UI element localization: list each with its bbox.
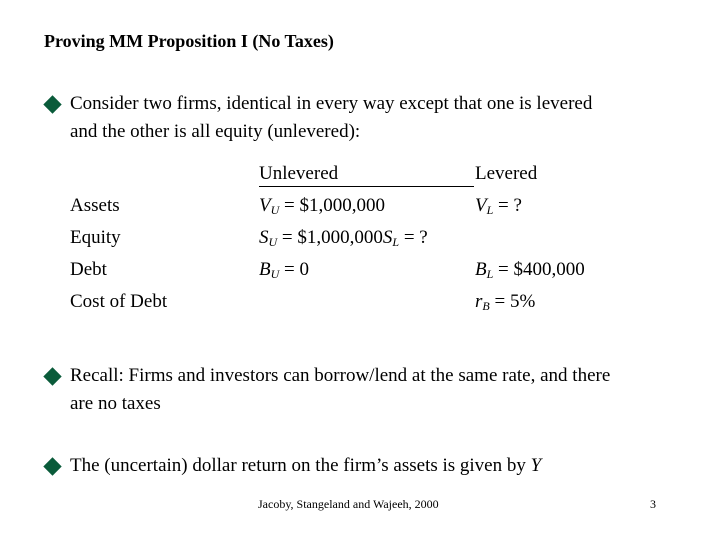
unlevered-debt: $B_U = 0$ [259,259,309,281]
levered-debt: $B_L$ = $400,000 [475,259,585,281]
row-label-equity: Equity [70,227,121,248]
bullet-3-text: The (uncertain) dollar return on the firm’s assets is given by [70,455,531,476]
bullet-text-3 [70,452,541,480]
page-number: 3 [650,497,656,511]
footer-credit: Jacoby, Stangeland and Wajeeh, 2000 [258,497,439,511]
diamond-bullet-icon [43,95,61,113]
levered-assets: $V_L$ = ? [475,195,522,217]
row-label-assets: Assets [70,195,120,216]
bullet-text-2 [70,362,610,418]
unlevered-assets: $V_U$ = $1,000,000 [259,195,385,217]
bullet-2-line-2: are no taxes [70,393,161,414]
page-title: Proving MM Proposition I (No Taxes) [44,31,334,51]
bullet-2-line-1: Recall: Firms and investors can borrow/lend at the same rate, and there [70,365,611,386]
row-label-cost-of-debt: Cost of Debt [70,291,168,312]
diamond-bullet-icon [43,457,61,475]
header-levered: Levered [475,163,538,184]
bullet-3-variable: Y [530,455,542,476]
levered-cost-of-debt: $r_B = 5\%$ [475,291,536,313]
bullet-1-line-2: and the other is all equity (unlevered): [70,121,361,142]
equity-row-values: $S_U$ = $\$1,000,000S_L$ = ? [259,227,428,249]
bullet-text-1 [70,90,592,146]
header-unlevered: Unlevered [259,163,339,184]
bullet-1-line-1: Consider two firms, identical in every way except that one is levered [70,93,593,114]
header-rule [259,186,474,187]
row-label-debt: Debt [70,259,107,280]
diamond-bullet-icon [43,367,61,385]
